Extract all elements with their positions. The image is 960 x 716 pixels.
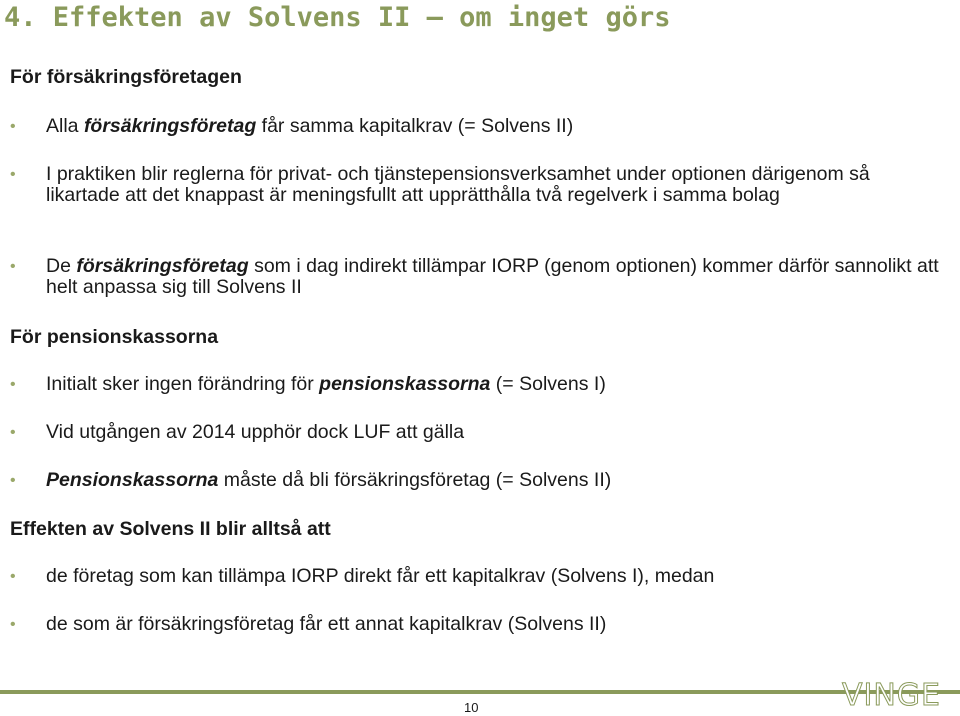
bullet-text: de företag som kan tillämpa IORP direkt får ett kapitalkrav (Solvens I), medan <box>46 565 715 587</box>
bullet-icon: • <box>10 166 16 183</box>
bullet-icon: • <box>10 568 16 585</box>
bullet-icon: • <box>10 472 16 489</box>
vinge-logo: VINGE <box>842 678 942 713</box>
bullet-text: Vid utgången av 2014 upphör dock LUF att gälla <box>46 421 465 443</box>
section-heading-pension-funds: För pensionskassorna <box>10 326 219 348</box>
bullet-text: de som är försäkringsföretag får ett annat kapitalkrav (Solvens II) <box>46 613 607 635</box>
section-heading-insurers: För försäkringsföretagen <box>10 66 242 88</box>
page-number: 10 <box>464 700 479 715</box>
bullet-icon: • <box>10 424 16 441</box>
bullet-text: I praktiken blir reglerna för privat- och tjänstepensionsverksamhet under optionen därigenom så likartade att det knappast är meningsfullt att upprätthålla två regelverk i samma bolag <box>46 163 870 206</box>
bullet-text: Pensionskassorna måste då bli försäkringsföretag (= Solvens II) <box>46 469 612 491</box>
bullet-icon: • <box>10 616 16 633</box>
bullet-icon: • <box>10 118 16 135</box>
bullet-icon: • <box>10 376 16 393</box>
bullet-text: Initialt sker ingen förändring för pensionskassorna (= Solvens I) <box>46 373 606 395</box>
bullet-text: Alla försäkringsföretag får samma kapitalkrav (= Solvens II) <box>46 115 574 137</box>
section-heading-effect: Effekten av Solvens II blir alltså att <box>10 518 331 540</box>
bullet-icon: • <box>10 258 16 275</box>
bullet-text: De försäkringsföretag som i dag indirekt tillämpar IORP (genom optionen) kommer därför sannolikt att helt anpassa sig till Solvens II <box>46 255 939 298</box>
footer-divider <box>0 690 960 694</box>
slide-title: 4. Effekten av Solvens II – om inget görs <box>4 2 671 33</box>
